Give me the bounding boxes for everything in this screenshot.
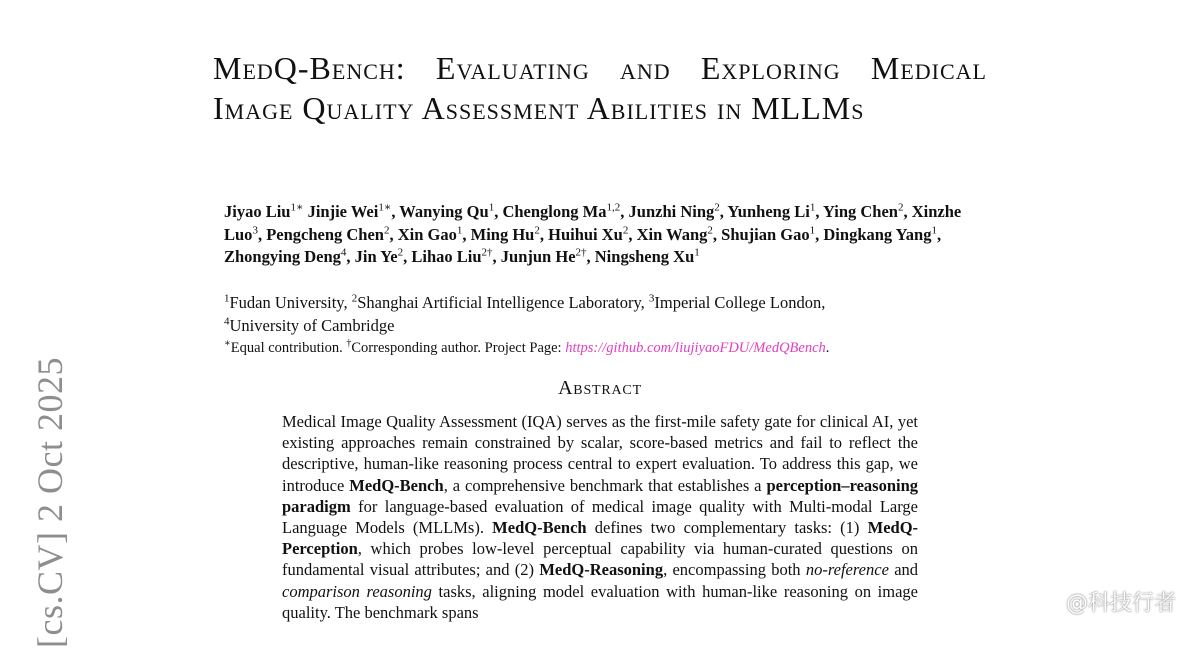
author xyxy=(266,225,389,244)
author xyxy=(224,247,346,266)
abstract-bold: MedQ-Bench xyxy=(349,475,444,495)
author-affiliation-mark: 2 xyxy=(714,201,720,214)
author-affiliation-mark: 2 xyxy=(707,224,713,236)
abstract-italic: comparison reasoning xyxy=(282,581,432,601)
abstract-body xyxy=(282,411,918,623)
author-name: Zhongying Deng xyxy=(224,247,341,266)
affiliation xyxy=(224,293,343,312)
author-affiliation-mark: 4 xyxy=(340,246,347,259)
author xyxy=(595,247,700,266)
abstract-text: , which probes low-level perceptual capability via human-curated questions on fundamental visual attributes; and (2) xyxy=(282,539,918,580)
author xyxy=(398,225,463,244)
author-affiliation-mark: 2 xyxy=(383,224,390,236)
author-name: Ningsheng Xu xyxy=(594,247,695,266)
author-name: Xin Gao xyxy=(397,224,457,244)
author-affiliation-mark: 1 xyxy=(694,246,700,259)
affiliation xyxy=(224,316,394,335)
author-affiliation-mark: 1 xyxy=(488,201,495,214)
author-name: Huihui Xu xyxy=(548,224,623,244)
author-affiliation-mark: 1 xyxy=(809,224,816,236)
author-name: Wanying Qu xyxy=(399,202,489,221)
project-page-link[interactable]: https://github.com/liujiyaoFDU/MedQBench xyxy=(565,340,826,356)
affiliation-name: Shanghai Artificial Intelligence Laboratory xyxy=(357,293,641,312)
author-name: Shujian Gao xyxy=(721,224,810,244)
author-affiliation-mark: 1 xyxy=(456,224,463,236)
author-affiliation-mark: 2 xyxy=(898,201,904,214)
author-name: Xin Wang xyxy=(636,224,708,244)
author-affiliation-mark: 1∗ xyxy=(378,201,392,214)
paper-title: MedQ-Bench: Evaluating and Exploring Medical Image Quality Assessment Abilities in MLLMs xyxy=(213,50,987,126)
affiliation-name: Imperial College London xyxy=(654,293,822,312)
author-name: Dingkang Yang xyxy=(823,224,932,244)
author xyxy=(548,225,628,244)
abstract-bold: perception–reasoning paradigm xyxy=(282,475,919,516)
abstract-bold: MedQ-Perception xyxy=(282,518,919,559)
author xyxy=(399,202,494,221)
author xyxy=(823,225,937,244)
author-affiliation-mark: 2† xyxy=(575,246,587,259)
author-name: Jin Ye xyxy=(354,247,398,266)
author-list: Jiyao Liu$^{1∗}$ Jinjie Wei$^{1∗}$, Wanying Qu$^1$, Chenglong Ma$^{1,2}$, Junzhi Ning$^2$, Yunheng Li$^1$, Ying Chen$^2$, Xinzhe Luo$^3$, Pengcheng Chen$^2$, Xin Gao$^1$, Ming Hu$^2$, Huihui Xu$^2$, Xin Wang$^2$, Shujian Gao$^1$, Dingkang Yang$^1$, Zhongying Deng$^4$, Jin Ye$^2$, Lihao Liu$^{2\dagger}$, Junjun $He^{2\dagger}$, Ningsheng Xu$^1$ xyxy=(224,201,962,266)
abstract-bold: MedQ-Bench xyxy=(492,518,587,538)
author-name: Lihao Liu xyxy=(411,247,482,266)
equal-mark: ∗ xyxy=(224,338,231,350)
abstract-heading: Abstract xyxy=(558,377,642,399)
author-name: Junjun He xyxy=(500,247,576,266)
abstract-italic: no-reference xyxy=(805,560,889,580)
author-name: Ming Hu xyxy=(470,224,535,244)
author-name: Jinjie Wei xyxy=(307,202,379,221)
author-name: Chenglong Ma xyxy=(502,202,607,221)
footnote: ∗Equal contribution. †Corresponding author. Project Page: https://github.com/liujiyaoFDU/MedQBench. xyxy=(224,338,830,356)
equal-contribution-note: Equal contribution. xyxy=(230,340,343,356)
author xyxy=(308,202,392,221)
author-name: Ying Chen xyxy=(822,202,898,221)
affiliation xyxy=(352,293,641,312)
abstract-text: tasks, aligning model evaluation with human-like reasoning on image quality. The benchmark spans xyxy=(282,581,919,622)
arxiv-stamp-text: [cs.CV] 2 Oct 2025 xyxy=(30,357,70,648)
abstract-text: defines two complementary tasks: (1) xyxy=(594,518,860,538)
author xyxy=(411,247,492,266)
author xyxy=(502,202,620,221)
author-affiliation-mark: 1∗ xyxy=(290,201,304,214)
author-affiliation-mark: 1 xyxy=(931,224,937,236)
author-name: Pengcheng Chen xyxy=(266,224,384,244)
affiliation-mark: 3 xyxy=(648,292,655,305)
affiliation-list: $^1$Fudan University, $^2$Shanghai Artificial Intelligence Laboratory, $^3$Imperial College London, $^4$University of Cambridge xyxy=(224,292,826,335)
corresponding-note: Corresponding author. Project Page: xyxy=(351,340,562,356)
author-name: Junzhi Ning xyxy=(628,202,715,221)
author-name: Xinzhe Luo xyxy=(224,202,962,244)
affiliation-mark: 1 xyxy=(224,292,230,305)
affiliation-name: University of Cambridge xyxy=(229,315,395,335)
author-affiliation-mark: 1,2 xyxy=(606,201,621,214)
affiliation-mark: 2 xyxy=(351,292,358,305)
abstract-text: and xyxy=(894,560,919,580)
affiliation-mark: 4 xyxy=(224,315,230,327)
author-affiliation-mark: 3 xyxy=(252,224,258,236)
author xyxy=(823,202,904,221)
abstract-text: , encompassing both xyxy=(663,560,801,580)
author-name: Jiyao Liu xyxy=(224,202,291,221)
affiliation-name: Fudan University xyxy=(229,293,344,312)
author xyxy=(501,247,587,266)
watermark: @科技行者 xyxy=(1065,591,1176,616)
author-affiliation-mark: 2 xyxy=(534,224,540,236)
author xyxy=(721,225,815,244)
author-name: Yunheng Li xyxy=(727,202,810,221)
author-affiliation-mark: 2 xyxy=(397,246,404,259)
abstract-text: Medical Image Quality Assessment (IQA) serves as the first-mile safety gate for clinical AI, yet existing approaches remain constrained by scalar, score-based metrics and fail to reflect the descriptive, human-like reasoning process central to expert evaluation. To address this gap, we introduce xyxy=(282,412,918,495)
author xyxy=(224,202,303,221)
abstract-text: for language-based evaluation of medical image quality with Multi-modal Large Language Models (MLLMs). xyxy=(282,496,919,538)
corresponding-mark: † xyxy=(346,338,352,350)
abstract-text: , a comprehensive benchmark that establishes a xyxy=(443,475,762,495)
author-affiliation-mark: 2 xyxy=(622,224,629,236)
author xyxy=(355,247,403,266)
author-affiliation-mark: 2† xyxy=(481,246,493,259)
abstract-bold: MedQ-Reasoning xyxy=(539,560,664,580)
author xyxy=(637,225,713,244)
author xyxy=(471,225,540,244)
affiliation xyxy=(649,293,821,312)
author-affiliation-mark: 1 xyxy=(809,201,816,214)
author xyxy=(629,202,720,221)
author xyxy=(727,202,815,221)
